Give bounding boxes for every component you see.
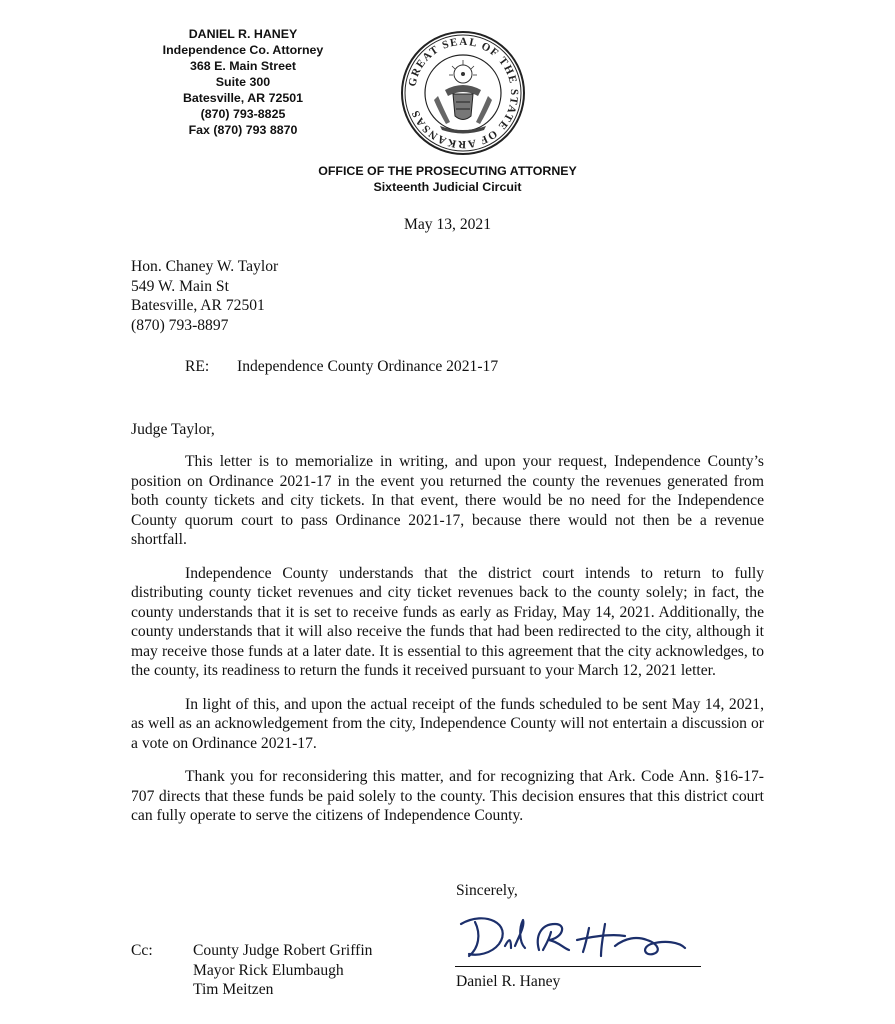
recipient-street: 549 W. Main St xyxy=(131,277,229,295)
signature-line xyxy=(455,966,701,967)
cc-recipients xyxy=(193,941,372,1000)
office-title: OFFICE OF THE PROSECUTING ATTORNEY xyxy=(318,164,577,178)
recipient-phone: (870) 793-8897 xyxy=(131,316,229,334)
handwritten-signature-icon xyxy=(455,906,695,964)
subject-text: Independence County Ordinance 2021-17 xyxy=(237,358,499,375)
letter-date: May 13, 2021 xyxy=(403,216,492,233)
recipient-name: Hon. Chaney W. Taylor xyxy=(131,258,279,275)
letter-body xyxy=(131,452,764,840)
body-paragraph-3: In light of this, and upon the actual receipt of the funds scheduled to be sent May 14, 2021, as well as an acknowledgement from the city, Independence County will not entertain a discussion or a vote on Ordinance 2021-17. xyxy=(131,695,764,752)
salutation: Judge Taylor, xyxy=(131,421,215,438)
cc-recipient: Mayor Rick Elumbaugh xyxy=(193,961,344,979)
office-subtitle: Sixteenth Judicial Circuit xyxy=(373,180,522,194)
body-paragraph-4: Thank you for reconsidering this matter, and for recognizing that Ark. Code Ann. §16-17-707 directs that these funds be paid solely to the county. This decision ensures that this district court can fully operate to serve the citizens of Independence County. xyxy=(131,768,764,824)
body-paragraph-2: Independence County understands that the district court intends to return to fully distributing county ticket revenues and city ticket revenues back to the county solely; in fact, the county understands that it is set to receive funds as early as Friday, May 14, 2021. Additionally, the county understands that it will also receive the funds that had been redirected to the city, although it may receive those funds at a later date. It is essential to this agreement that the city acknowledges, to the county, its readiness to return the funds it received pursuant to your March 12, 2021 letter. xyxy=(131,564,764,679)
letterhead-block xyxy=(138,26,348,138)
letterhead-suite: Suite 300 xyxy=(215,75,271,89)
state-seal-icon xyxy=(400,30,526,156)
letterhead-name: DANIEL R. HANEY xyxy=(188,27,298,41)
letterhead-street: 368 E. Main Street xyxy=(189,59,297,73)
letterhead-city: Batesville, AR 72501 xyxy=(182,91,304,105)
cc-recipient: County Judge Robert Griffin xyxy=(193,942,373,959)
letterhead-title: Independence Co. Attorney xyxy=(162,43,324,57)
cc-label: Cc: xyxy=(131,942,153,959)
letterhead-phone: (870) 793-8825 xyxy=(200,107,286,121)
closing: Sincerely, xyxy=(456,882,518,899)
recipient-city: Batesville, AR 72501 xyxy=(131,297,265,314)
seal-ring-text: GREAT SEAL OF THE STATE OF ARKANSAS xyxy=(406,35,521,151)
recipient-address xyxy=(131,257,278,335)
subject-line xyxy=(185,358,498,376)
signer-name: Daniel R. Haney xyxy=(456,973,561,990)
body-paragraph-1: This letter is to memorialize in writing, and upon your request, Independence County’s position on Ordinance 2021-17 in the event you returned the county the revenues generated from both county tickets and city tickets. In that event, there would be no need for the Independence County quorum court to pass Ordinance 2021-17, because there would not then be a revenue shortfall. xyxy=(131,453,764,548)
cc-recipient: Tim Meitzen xyxy=(193,981,274,998)
office-header xyxy=(220,163,675,195)
subject-label: RE: xyxy=(185,358,210,375)
letterhead-fax: Fax (870) 793 8870 xyxy=(188,123,298,137)
